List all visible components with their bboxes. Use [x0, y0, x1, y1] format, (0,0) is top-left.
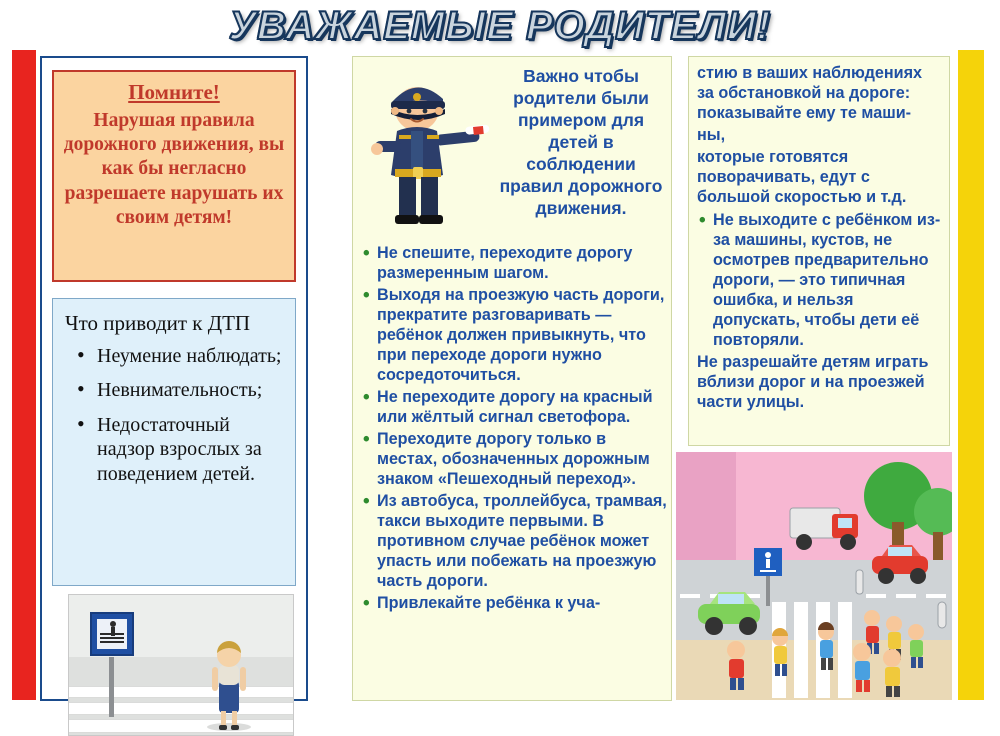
dtp-box — [52, 298, 296, 586]
crossing-photo — [68, 594, 294, 736]
list-item: • Недостаточный надзор взрослых за поведением детей. — [63, 413, 289, 486]
list-item: • Из автобуса, троллейбуса, трамвая, такси выходите первыми. В противном случае ребёнок может упасть или побежать на проезжую часть дороги. — [361, 491, 667, 591]
page-title: УВАЖАЕМЫЕ РОДИТЕЛИ! — [228, 3, 772, 48]
list-item: • Не выходите с ребёнком из-за машины, кустов, не осмотрев предварительно дороги, — это типичная ошибка, и нельзя допускать, чтобы дети её повторяли. — [697, 210, 943, 351]
list-item: • Неумение наблюдать; — [63, 344, 289, 368]
list-item: • Невнимательность; — [63, 378, 289, 402]
list-item: ны, — [697, 126, 726, 145]
traffic-police-officer-icon — [353, 57, 493, 233]
list-item: • Переходите дорогу только в местах, обозначенных дорожным знаком «Пешеходный переход». — [361, 429, 667, 489]
advice-list — [697, 63, 943, 412]
remember-box — [52, 70, 296, 282]
children-crossing-scene — [676, 452, 952, 700]
column-right-text — [688, 56, 950, 446]
rules-list — [361, 243, 667, 613]
list-item: Не разрешайте детям играть вблизи дорог и на проезжей части улицы. — [697, 353, 929, 412]
dtp-heading: Что приводит к ДТП — [65, 311, 251, 335]
column-left — [40, 56, 308, 701]
right-yellow-bar — [958, 50, 984, 700]
left-red-bar — [12, 50, 36, 700]
column-middle-header-text: Важно чтобы родители были примером для детей в соблюдении правил дорожного движения. — [499, 66, 663, 219]
column-middle-header — [353, 57, 673, 233]
list-item: которые готовятся поворачивать, едут с большой скоростью и т.д. — [697, 148, 907, 207]
page-title-container — [0, 0, 1000, 52]
list-item: • Не переходите дорогу на красный или жёлтый сигнал светофора. — [361, 387, 667, 427]
remember-heading: Помните! — [128, 80, 220, 104]
list-item: стию в ваших наблюдениях за обстановкой на дороге: показывайте ему те маши- — [697, 64, 923, 123]
list-item: • Привлекайте ребёнка к уча- — [361, 593, 667, 613]
remember-body: Нарушая правила дорожного движения, вы как бы негласно разрешаете нарушать их своим детям! — [63, 110, 285, 228]
list-item: • Не спешите, переходите дорогу размеренным шагом. — [361, 243, 667, 283]
children-crossing-illustration — [676, 452, 952, 700]
dtp-list — [63, 344, 289, 486]
column-middle — [352, 56, 672, 701]
crossing-photo-illustration — [69, 595, 293, 735]
column-middle-body — [361, 243, 667, 615]
list-item: • Выходя на проезжую часть дороги, прекратите разговаривать — ребёнок должен привыкнуть, что при переходе дороги нужно сосредоточиться. — [361, 285, 667, 385]
